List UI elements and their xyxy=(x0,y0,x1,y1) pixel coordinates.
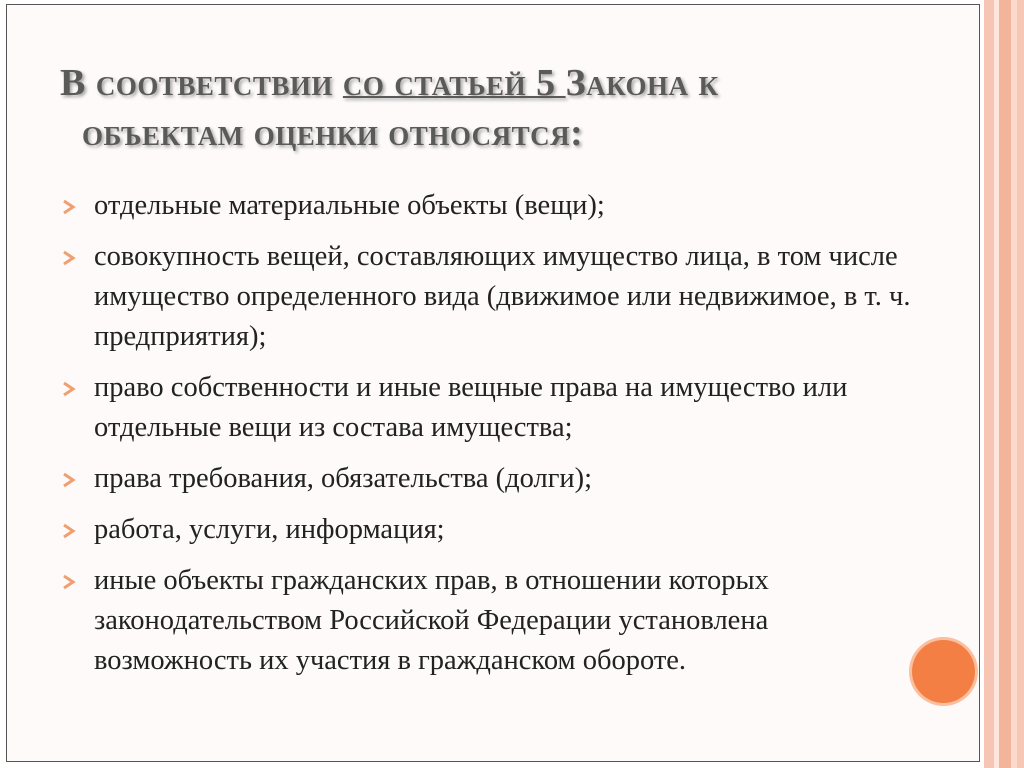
list-item-text: право собственности и иные вещные права на имущество или отдельные вещи из состава имущества; xyxy=(94,372,848,443)
chevron-right-icon xyxy=(62,561,84,601)
list-item-text: работа, услуги, информация; xyxy=(94,514,445,545)
title-line-2: объектам оценки относятся: xyxy=(82,112,584,155)
decorative-stripe xyxy=(999,0,1011,768)
list-item xyxy=(60,186,920,226)
list-item xyxy=(60,368,920,448)
chevron-right-icon xyxy=(62,237,84,277)
bullet-list xyxy=(60,186,920,692)
list-item-text: совокупность вещей, составляющих имущество лица, в том числе имущество определенного вида (движимое или недвижимое, в т. ч. предприятия); xyxy=(94,241,911,352)
title-line-1 xyxy=(60,58,940,108)
slide-title xyxy=(60,58,940,158)
decorative-stripe xyxy=(984,0,994,768)
law-article-link[interactable]: со статьей 5 xyxy=(342,62,566,104)
title-text: Закона к xyxy=(565,62,719,104)
chevron-right-icon xyxy=(62,186,84,226)
chevron-right-icon xyxy=(62,368,84,408)
list-item xyxy=(60,237,920,357)
list-item xyxy=(60,561,920,681)
chevron-right-icon xyxy=(62,459,84,499)
chevron-right-icon xyxy=(62,510,84,550)
list-item-text: иные объекты гражданских прав, в отношении которых законодательством Российской Федерации установлена возможность их участия в гражданском обороте. xyxy=(94,565,769,676)
list-item xyxy=(60,510,920,550)
decorative-circle xyxy=(912,640,975,703)
list-item-text: отдельные материальные объекты (вещи); xyxy=(94,190,605,221)
decorative-stripe xyxy=(1017,0,1024,768)
list-item-text: права требования, обязательства (долги); xyxy=(94,463,593,494)
title-text: В соответствии xyxy=(60,62,343,104)
list-item xyxy=(60,459,920,499)
